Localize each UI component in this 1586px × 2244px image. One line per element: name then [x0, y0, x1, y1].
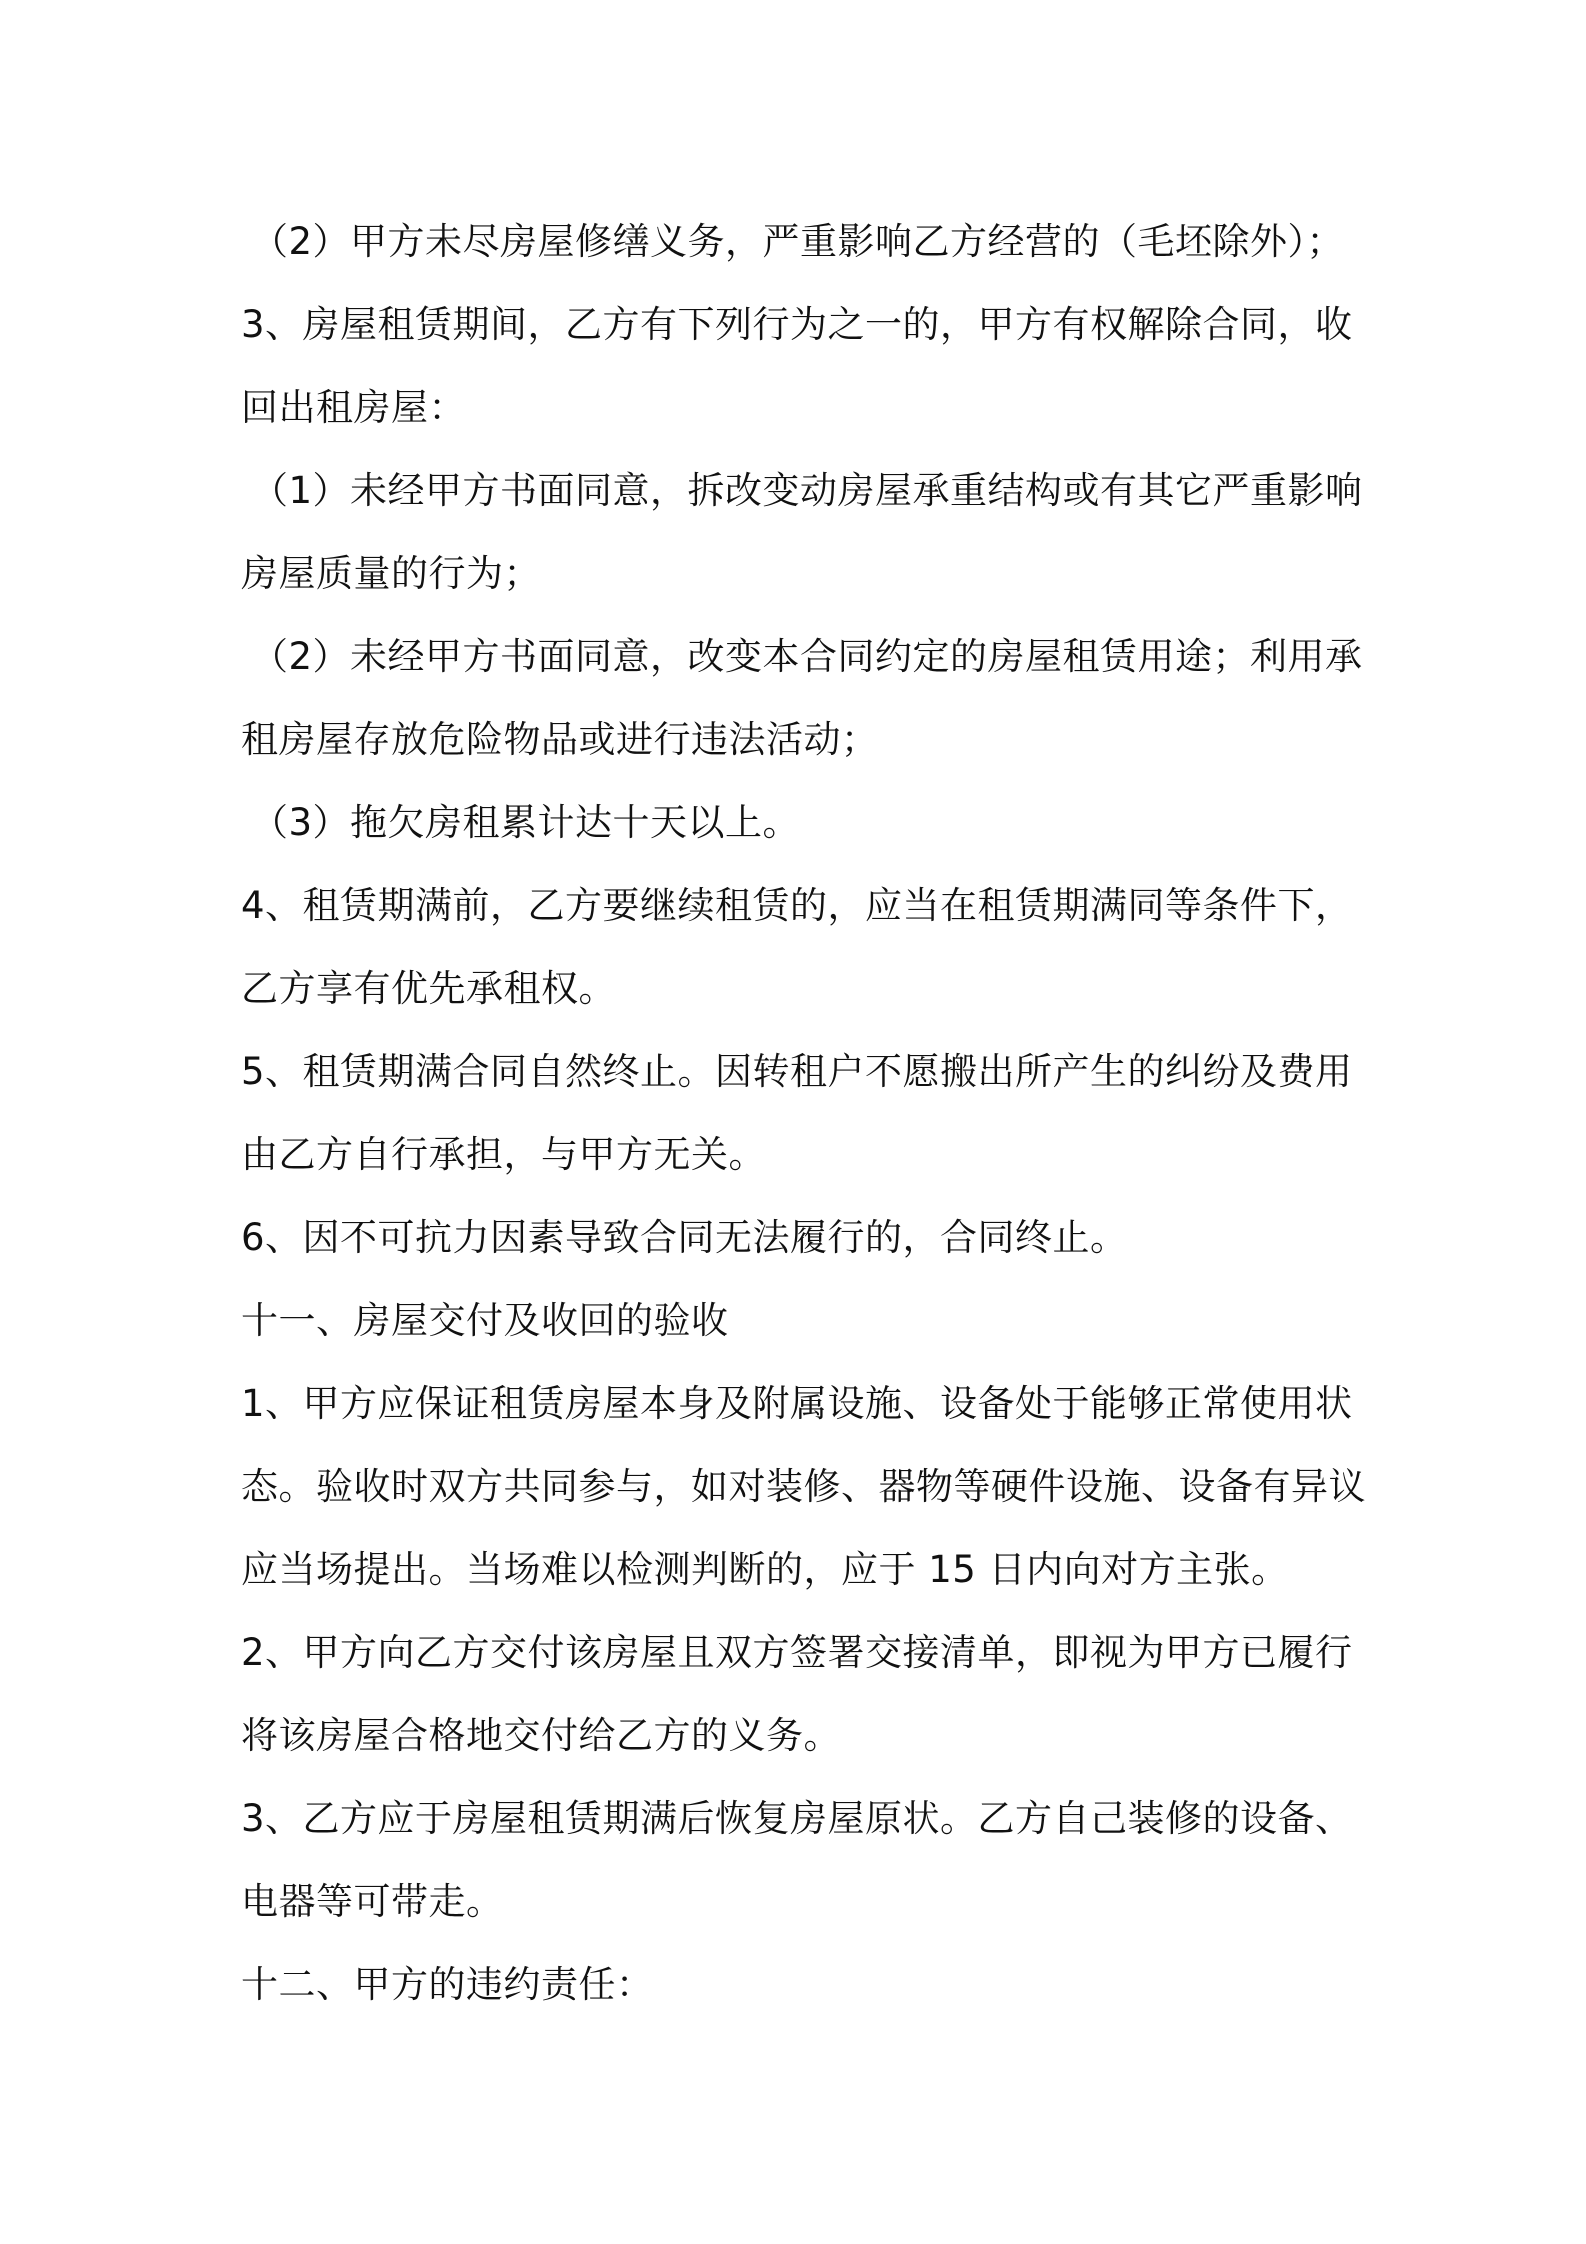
clause-line-4-renewal: 4、租赁期满前，乙方要继续租赁的，应当在租赁期满同等条件下，	[241, 884, 1353, 927]
clause-line-6-force-majeure: 6、因不可抗力因素导致合同无法履行的，合同终止。	[241, 1216, 1128, 1259]
clause-line-11-3-restore: 3、乙方应于房屋租赁期满后恢复房屋原状。乙方自己装修的设备、	[241, 1797, 1353, 1840]
clause-line-sub-2-usage-cont: 租房屋存放危险物品或进行违法活动；	[241, 718, 879, 761]
clause-line-11-1-condition-cont2: 应当场提出。当场难以检测判断的，应于 15 日内向对方主张。	[241, 1548, 1289, 1591]
clause-line-sub-1-structure-cont: 房屋质量的行为；	[241, 552, 541, 595]
clause-line-5-expiry: 5、租赁期满合同自然终止。因转租户不愿搬出所产生的纠纷及费用	[241, 1050, 1353, 1093]
clause-line-11-1-condition: 1、甲方应保证租赁房屋本身及附属设施、设备处于能够正常使用状	[241, 1382, 1353, 1425]
section-heading-12: 十二、甲方的违约责任：	[241, 1963, 654, 2006]
clause-line-11-3-restore-cont: 电器等可带走。	[241, 1880, 504, 1923]
clause-line-11-1-condition-cont: 态。验收时双方共同参与，如对装修、器物等硬件设施、设备有异议	[241, 1465, 1366, 1508]
clause-line-sub-2-landlord-repair: （2）甲方未尽房屋修缮义务，严重影响乙方经营的（毛坯除外）；	[251, 220, 1345, 263]
section-heading-11: 十一、房屋交付及收回的验收	[241, 1299, 729, 1342]
clause-line-4-renewal-cont: 乙方享有优先承租权。	[241, 967, 616, 1010]
contract-body-text	[241, 200, 1366, 2026]
clause-line-sub-2-usage: （2）未经甲方书面同意，改变本合同约定的房屋租赁用途；利用承	[251, 635, 1363, 678]
clause-line-3-termination-intro-cont: 回出租房屋：	[241, 386, 466, 429]
clause-line-sub-3-arrears: （3）拖欠房租累计达十天以上。	[251, 801, 801, 844]
clause-line-11-2-handover-cont: 将该房屋合格地交付给乙方的义务。	[241, 1714, 841, 1757]
clause-line-3-termination-intro: 3、房屋租赁期间，乙方有下列行为之一的，甲方有权解除合同，收	[241, 303, 1353, 346]
clause-line-5-expiry-cont: 由乙方自行承担，与甲方无关。	[241, 1133, 766, 1176]
clause-line-11-2-handover: 2、甲方向乙方交付该房屋且双方签署交接清单，即视为甲方已履行	[241, 1631, 1353, 1674]
clause-line-sub-1-structure: （1）未经甲方书面同意，拆改变动房屋承重结构或有其它严重影响	[251, 469, 1363, 512]
